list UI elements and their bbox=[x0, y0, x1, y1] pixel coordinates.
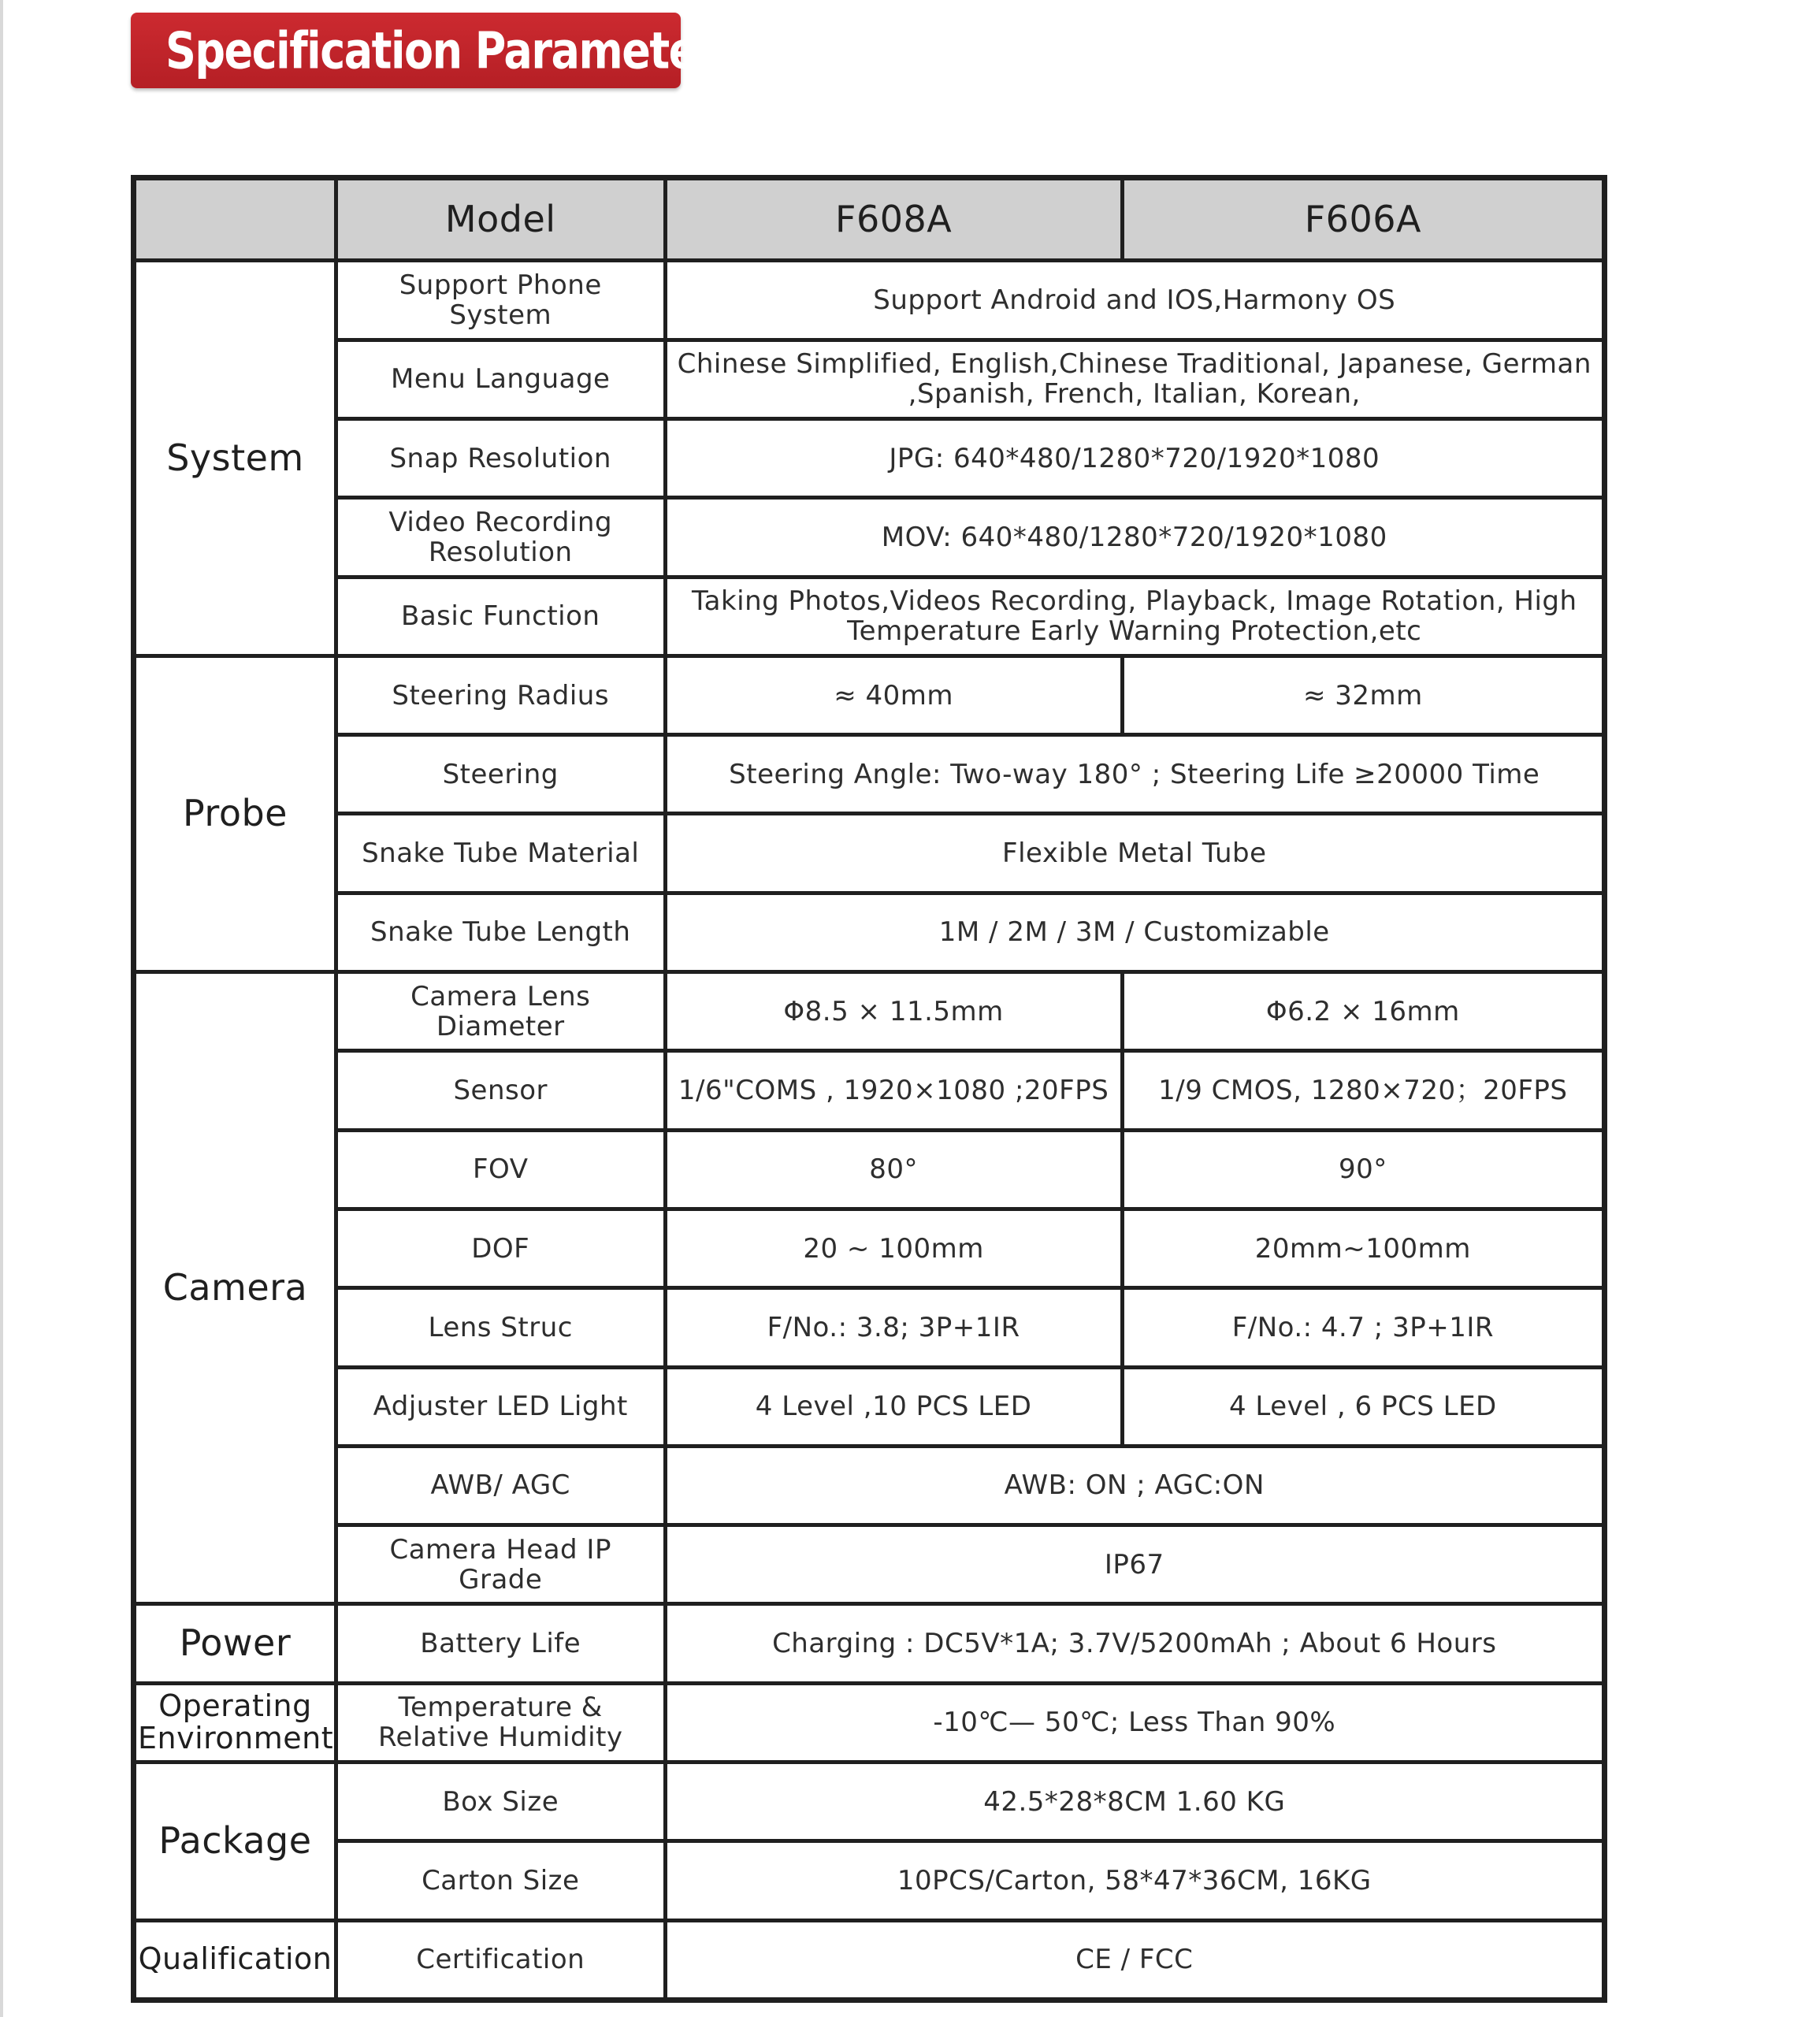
table-row bbox=[134, 1288, 1605, 1367]
row-value-support-phone-system: Support Android and IOS,Harmony OS bbox=[665, 261, 1604, 340]
row-label-carton-size: Carton Size bbox=[336, 1841, 665, 1920]
row-value-snake-tube-length: 1M / 2M / 3M / Customizable bbox=[665, 893, 1604, 971]
table-row bbox=[134, 972, 1605, 1051]
row-value-awb-agc: AWB: ON ; AGC:ON bbox=[665, 1446, 1604, 1525]
row-value-dof-f606a: 20mm~100mm bbox=[1122, 1209, 1604, 1287]
row-value-basic-function: Taking Photos,Videos Recording, Playback, Image Rotation, High Temperature Early Warning Protection,etc bbox=[665, 577, 1604, 656]
row-value-sensor-f606a: 1/9 CMOS, 1280×720；20FPS bbox=[1122, 1051, 1604, 1130]
category-system: System bbox=[134, 261, 336, 656]
header-f606a: F606A bbox=[1122, 178, 1604, 261]
row-label-awb-agc: AWB/ AGC bbox=[336, 1446, 665, 1525]
row-label-lens-struc: Lens Struc bbox=[336, 1288, 665, 1367]
row-label-adjuster-led-light: Adjuster LED Light bbox=[336, 1367, 665, 1446]
row-label-menu-language: Menu Language bbox=[336, 340, 665, 418]
table-row bbox=[134, 1525, 1605, 1604]
category-operating-environment: Operating Environment bbox=[134, 1683, 336, 1762]
row-value-battery-life: Charging : DC5V*1A; 3.7V/5200mAh ; About 6 Hours bbox=[665, 1604, 1604, 1683]
table-row bbox=[134, 1130, 1605, 1209]
table-row bbox=[134, 1841, 1605, 1920]
table-row bbox=[134, 1446, 1605, 1525]
row-value-temperature-humidity: -10℃— 50℃; Less Than 90% bbox=[665, 1683, 1604, 1762]
table-row bbox=[134, 1920, 1605, 2000]
table-row bbox=[134, 1683, 1605, 1762]
row-label-snake-tube-length: Snake Tube Length bbox=[336, 893, 665, 971]
category-camera: Camera bbox=[134, 972, 336, 1604]
row-label-camera-lens-diameter: Camera Lens Diameter bbox=[336, 972, 665, 1051]
row-value-certification: CE / FCC bbox=[665, 1920, 1604, 2000]
row-label-certification: Certification bbox=[336, 1920, 665, 2000]
row-label-battery-life: Battery Life bbox=[336, 1604, 665, 1683]
table-row bbox=[134, 261, 1605, 340]
header-corner-cell bbox=[134, 178, 336, 261]
table-row bbox=[134, 498, 1605, 577]
table-row bbox=[134, 577, 1605, 656]
row-label-dof: DOF bbox=[336, 1209, 665, 1287]
header-f608a: F608A bbox=[665, 178, 1122, 261]
title-banner bbox=[131, 13, 741, 88]
table-row bbox=[134, 1604, 1605, 1683]
row-label-snap-resolution: Snap Resolution bbox=[336, 419, 665, 498]
row-value-sensor-f608a: 1/6"COMS , 1920×1080 ;20FPS bbox=[665, 1051, 1122, 1130]
row-value-lens-struc-f606a: F/No.: 4.7 ; 3P+1IR bbox=[1122, 1288, 1604, 1367]
row-value-snap-resolution: JPG: 640*480/1280*720/1920*1080 bbox=[665, 419, 1604, 498]
header-model: Model bbox=[336, 178, 665, 261]
row-label-steering-radius: Steering Radius bbox=[336, 656, 665, 734]
row-label-steering: Steering bbox=[336, 735, 665, 814]
table-row bbox=[134, 656, 1605, 734]
page-edge-shade bbox=[0, 0, 3, 2017]
table-row bbox=[134, 340, 1605, 418]
row-label-box-size: Box Size bbox=[336, 1763, 665, 1841]
row-value-snake-tube-material: Flexible Metal Tube bbox=[665, 814, 1604, 893]
specification-table bbox=[131, 175, 1607, 2003]
row-value-lens-diameter-f608a: Φ8.5 × 11.5mm bbox=[665, 972, 1122, 1051]
table-row bbox=[134, 419, 1605, 498]
row-value-steering: Steering Angle: Two-way 180° ; Steering Life ≥20000 Time bbox=[665, 735, 1604, 814]
category-qualification: Qualification bbox=[134, 1920, 336, 2000]
row-value-carton-size: 10PCS/Carton, 58*47*36CM, 16KG bbox=[665, 1841, 1604, 1920]
table-row bbox=[134, 1367, 1605, 1446]
table-row bbox=[134, 735, 1605, 814]
row-value-led-light-f608a: 4 Level ,10 PCS LED bbox=[665, 1367, 1122, 1446]
row-label-temperature-humidity: Temperature & Relative Humidity bbox=[336, 1683, 665, 1762]
table-row bbox=[134, 814, 1605, 893]
category-package: Package bbox=[134, 1763, 336, 1921]
row-value-video-recording-resolution: MOV: 640*480/1280*720/1920*1080 bbox=[665, 498, 1604, 577]
row-value-fov-f608a: 80° bbox=[665, 1130, 1122, 1209]
row-value-dof-f608a: 20 ~ 100mm bbox=[665, 1209, 1122, 1287]
table-row bbox=[134, 1051, 1605, 1130]
row-label-basic-function: Basic Function bbox=[336, 577, 665, 656]
row-label-support-phone-system: Support Phone System bbox=[336, 261, 665, 340]
row-label-camera-head-ip-grade: Camera Head IP Grade bbox=[336, 1525, 665, 1604]
category-power: Power bbox=[134, 1604, 336, 1683]
row-label-video-recording-resolution: Video Recording Resolution bbox=[336, 498, 665, 577]
row-value-lens-diameter-f606a: Φ6.2 × 16mm bbox=[1122, 972, 1604, 1051]
row-value-fov-f606a: 90° bbox=[1122, 1130, 1604, 1209]
row-value-lens-struc-f608a: F/No.: 3.8; 3P+1IR bbox=[665, 1288, 1122, 1367]
row-label-snake-tube-material: Snake Tube Material bbox=[336, 814, 665, 893]
row-value-steering-radius-f606a: ≈ 32mm bbox=[1122, 656, 1604, 734]
row-label-sensor: Sensor bbox=[336, 1051, 665, 1130]
category-probe: Probe bbox=[134, 656, 336, 971]
table-row bbox=[134, 893, 1605, 971]
row-value-box-size: 42.5*28*8CM 1.60 KG bbox=[665, 1763, 1604, 1841]
row-value-led-light-f606a: 4 Level , 6 PCS LED bbox=[1122, 1367, 1604, 1446]
row-value-steering-radius-f608a: ≈ 40mm bbox=[665, 656, 1122, 734]
table-row bbox=[134, 1763, 1605, 1841]
page-title: Specification Parameters bbox=[165, 20, 741, 80]
table-header-row bbox=[134, 178, 1605, 261]
row-value-menu-language: Chinese Simplified, English,Chinese Traditional, Japanese, German ,Spanish, French, Italian, Korean, bbox=[665, 340, 1604, 418]
row-value-ip-grade: IP67 bbox=[665, 1525, 1604, 1604]
row-label-fov: FOV bbox=[336, 1130, 665, 1209]
table-row bbox=[134, 1209, 1605, 1287]
